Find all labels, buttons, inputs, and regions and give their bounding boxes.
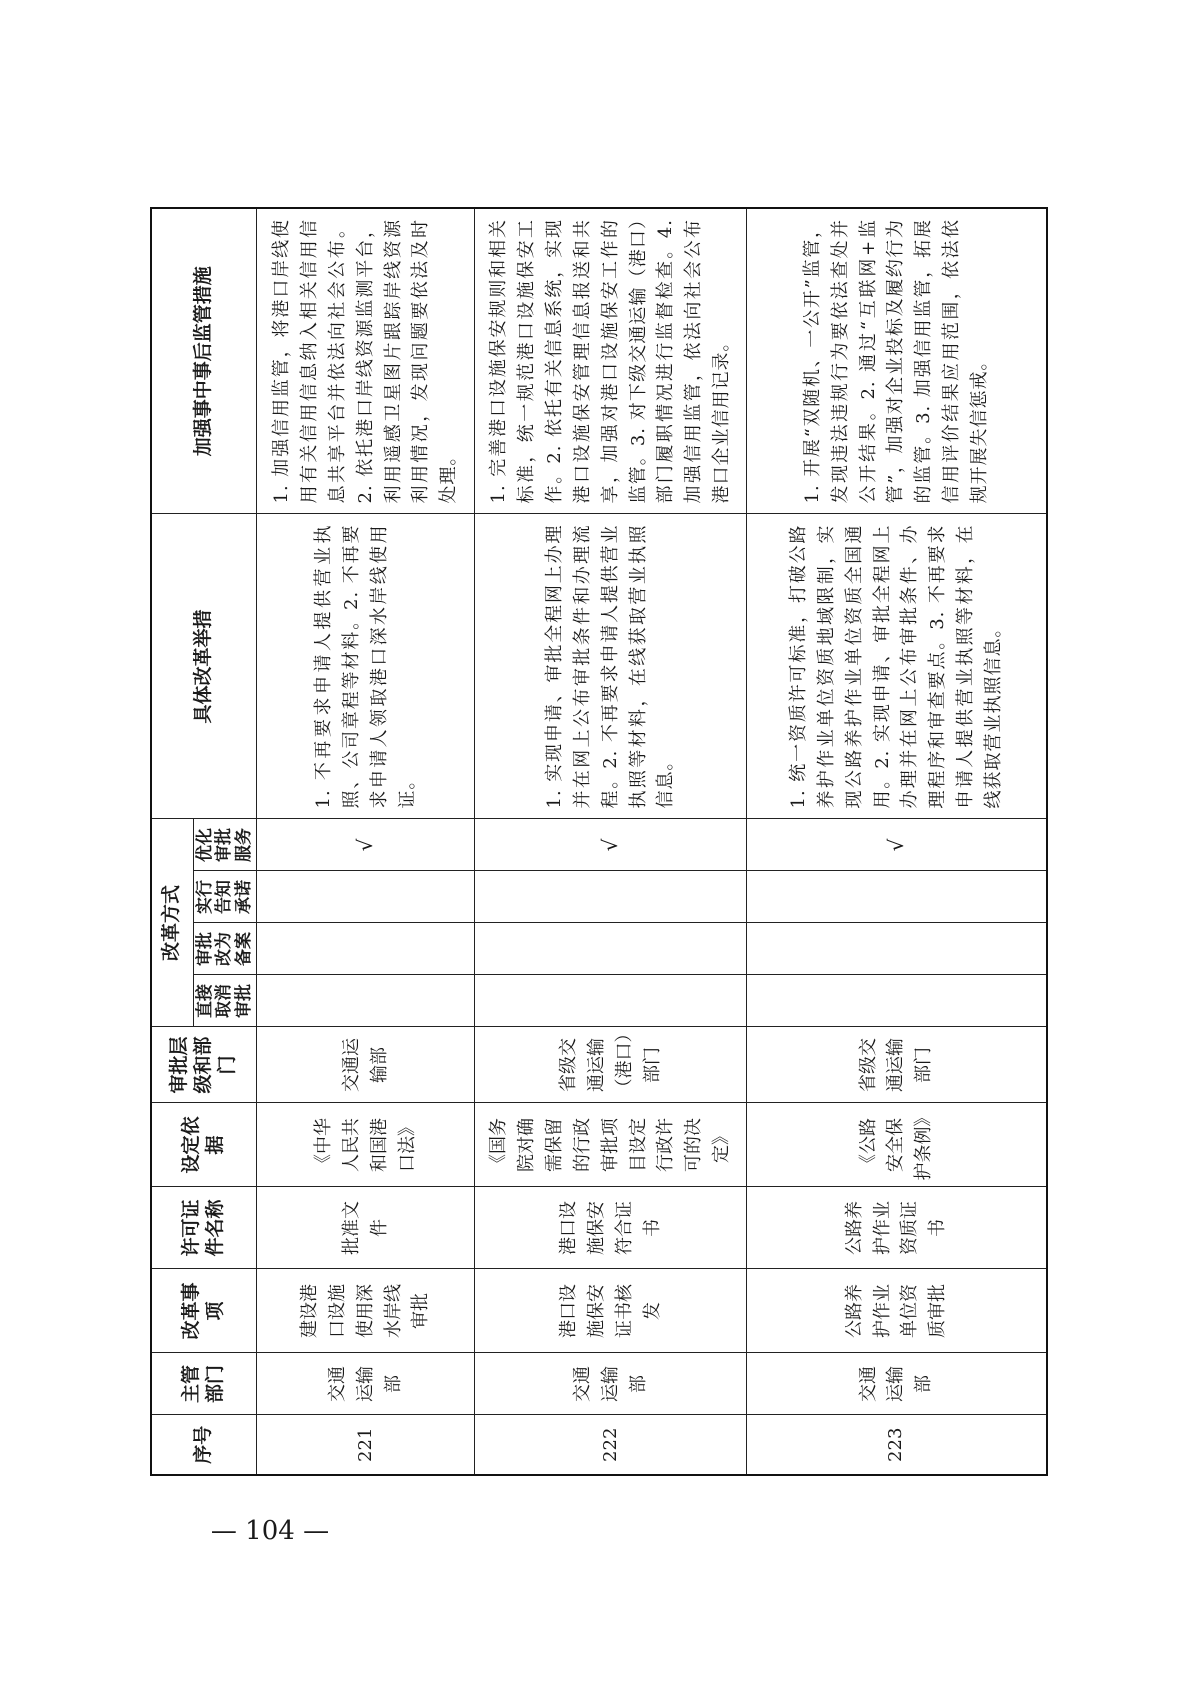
cell-supervision: 1. 完善港口设施保安规则和相关标准，统一规范港口设施保安工作。2. 依托有关信息系统，实现港口设施保安管理信息报送和共享，加强对港口设施保安工作的监管。3. 对下级交通运输（港口）部门履职情况进行监督检查。4. 加强信用监管，依法向社会公布港口企业信用记录。 (475, 208, 747, 514)
header-seq: 序号 (151, 1415, 257, 1475)
header-basis: 设定依据 (151, 1103, 257, 1187)
cell-seq: 223 (747, 1415, 1047, 1475)
cell-mode-record (257, 923, 475, 975)
cell-measures: 1. 实现申请、审批全程网上办理并在网上公布审批条件和办理流程。2. 不再要求申请人提供营业执照等材料，在线获取营业执照信息。 (475, 514, 747, 819)
cell-measures: 1. 不再要求申请人提供营业执照、公司章程等材料。2. 不再要求申请人领取港口深水岸线使用证。 (257, 514, 475, 819)
cell-dept: 交通运输部 (475, 1353, 747, 1415)
cell-basis: 《公路安全保护条例》 (747, 1103, 1047, 1187)
cell-license: 港口设施保安符合证书 (475, 1187, 747, 1269)
cell-seq: 221 (257, 1415, 475, 1475)
header-mode-cancel: 直接取消审批 (193, 975, 257, 1027)
cell-mode-cancel (475, 975, 747, 1027)
check-mark-icon: √ (747, 819, 1047, 871)
cell-basis: 《国务院对确需保留的行政审批项目设定行政许可的决定》 (475, 1103, 747, 1187)
reform-table (150, 207, 1048, 1476)
cell-mode-notify (747, 871, 1047, 923)
check-mark-icon: √ (475, 819, 747, 871)
cell-item: 港口设施保安证书核发 (475, 1269, 747, 1353)
cell-item: 公路养护作业单位资质审批 (747, 1269, 1047, 1353)
cell-dept: 交通运输部 (747, 1353, 1047, 1415)
cell-seq: 222 (475, 1415, 747, 1475)
header-license: 许可证件名称 (151, 1187, 257, 1269)
cell-supervision: 1. 加强信用监管，将港口岸线使用有关信用信息纳入相关信用信息共享平台并依法向社会公布。2. 依托港口岸线资源监测平台，利用遥感卫星图片跟踪岸线资源利用情况，发现问题要依法及时处理。 (257, 208, 475, 514)
header-mode-notify: 实行告知承诺 (193, 871, 257, 923)
table-row (475, 208, 747, 1475)
cell-basis: 《中华人民共和国港口法》 (257, 1103, 475, 1187)
cell-mode-cancel (257, 975, 475, 1027)
cell-level: 省级交通运输部门 (747, 1027, 1047, 1103)
page-number: — 104 — (210, 1516, 330, 1546)
cell-mode-notify (475, 871, 747, 923)
header-level: 审批层级和部门 (151, 1027, 257, 1103)
cell-measures: 1. 统一资质许可标准，打破公路养护作业单位资质地域限制，实现公路养护作业单位资质全国通用。2. 实现申请、审批全程网上办理并在网上公布审批条件、办理程序和审查要点。3. 不再要求申请人提供营业执照等材料，在线获取营业执照信息。 (747, 514, 1047, 819)
cell-license: 公路养护作业资质证书 (747, 1187, 1047, 1269)
table-row (257, 208, 475, 1475)
check-mark-icon: √ (257, 819, 475, 871)
header-measures: 具体改革举措 (151, 514, 257, 819)
rotated-table-frame (150, 209, 1036, 1476)
table-row (747, 208, 1047, 1475)
cell-dept: 交通运输部 (257, 1353, 475, 1415)
cell-supervision: 1. 开展“双随机、一公开”监管，发现违法违规行为要依法查处并公开结果。2. 通过“互联网+监管”，加强对企业投标及履约行为的监管。3. 加强信用监管，拓展信用评价结果应用范围，依法依规开展失信惩戒。 (747, 208, 1047, 514)
cell-license: 批准文件 (257, 1187, 475, 1269)
cell-level: 交通运输部 (257, 1027, 475, 1103)
header-reform-mode: 改革方式 (151, 819, 193, 1027)
cell-level: 省级交通运输（港口）部门 (475, 1027, 747, 1103)
header-dept: 主管部门 (151, 1353, 257, 1415)
cell-mode-record (475, 923, 747, 975)
header-mode-optimize: 优化审批服务 (193, 819, 257, 871)
header-supervision: 加强事中事后监管措施 (151, 208, 257, 514)
cell-item: 建设港口设施使用深水岸线审批 (257, 1269, 475, 1353)
cell-mode-record (747, 923, 1047, 975)
cell-mode-notify (257, 871, 475, 923)
header-mode-record: 审批改为备案 (193, 923, 257, 975)
cell-mode-cancel (747, 975, 1047, 1027)
header-item: 改革事项 (151, 1269, 257, 1353)
